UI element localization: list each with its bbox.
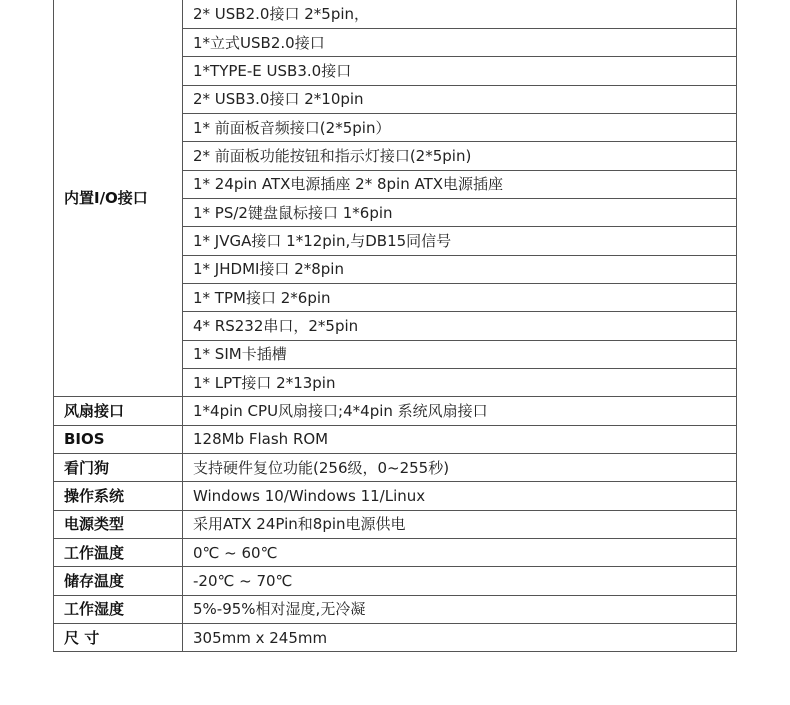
io-item: 1*TYPE-E USB3.0接口 (183, 57, 737, 85)
spec-label: 储存温度 (54, 567, 183, 595)
spec-row-dimensions (54, 624, 737, 652)
io-item: 1* 24pin ATX电源插座 2* 8pin ATX电源插座 (183, 170, 737, 198)
spec-table (53, 0, 737, 652)
spec-row-fan (54, 397, 737, 425)
spec-row (54, 0, 737, 28)
io-item: 1* SIM卡插槽 (183, 340, 737, 368)
io-item: 4* RS232串口，2*5pin (183, 312, 737, 340)
io-item: 2* USB3.0接口 2*10pin (183, 85, 737, 113)
spec-row-power (54, 510, 737, 538)
spec-row-bios (54, 425, 737, 453)
io-item: 1*立式USB2.0接口 (183, 28, 737, 56)
spec-value: 采用ATX 24Pin和8pin电源供电 (183, 510, 737, 538)
spec-value: 支持硬件复位功能(256级，0~255秒) (183, 454, 737, 482)
spec-value: -20℃ ~ 70℃ (183, 567, 737, 595)
spec-label: 看门狗 (54, 454, 183, 482)
spec-row-operating-temp (54, 539, 737, 567)
spec-label: 风扇接口 (54, 397, 183, 425)
spec-value: Windows 10/Windows 11/Linux (183, 482, 737, 510)
spec-label: 工作温度 (54, 539, 183, 567)
spec-row-watchdog (54, 454, 737, 482)
spec-label: 电源类型 (54, 510, 183, 538)
spec-value: 5%-95%相对湿度,无冷凝 (183, 595, 737, 623)
spec-row-humidity (54, 595, 737, 623)
io-item: 1* JHDMI接口 2*8pin (183, 255, 737, 283)
spec-value: 128Mb Flash ROM (183, 425, 737, 453)
io-item: 2* USB2.0接口 2*5pin， (183, 0, 737, 28)
spec-label: BIOS (54, 425, 183, 453)
io-item: 1* TPM接口 2*6pin (183, 283, 737, 311)
spec-label: 操作系统 (54, 482, 183, 510)
spec-value: 305mm x 245mm (183, 624, 737, 652)
spec-label: 工作湿度 (54, 595, 183, 623)
spec-row-os (54, 482, 737, 510)
io-item: 1* PS/2键盘鼠标接口 1*6pin (183, 198, 737, 226)
io-section-label: 内置I/O接口 (54, 0, 183, 397)
io-item: 1* JVGA接口 1*12pin,与DB15同信号 (183, 227, 737, 255)
spec-value: 1*4pin CPU风扇接口;4*4pin 系统风扇接口 (183, 397, 737, 425)
spec-value: 0℃ ~ 60℃ (183, 539, 737, 567)
spec-row-storage-temp (54, 567, 737, 595)
io-item: 2* 前面板功能按钮和指示灯接口(2*5pin) (183, 142, 737, 170)
io-item: 1* 前面板音频接口(2*5pin） (183, 113, 737, 141)
spec-table-body (54, 0, 737, 652)
io-item: 1* LPT接口 2*13pin (183, 368, 737, 396)
spec-label: 尺 寸 (54, 624, 183, 652)
